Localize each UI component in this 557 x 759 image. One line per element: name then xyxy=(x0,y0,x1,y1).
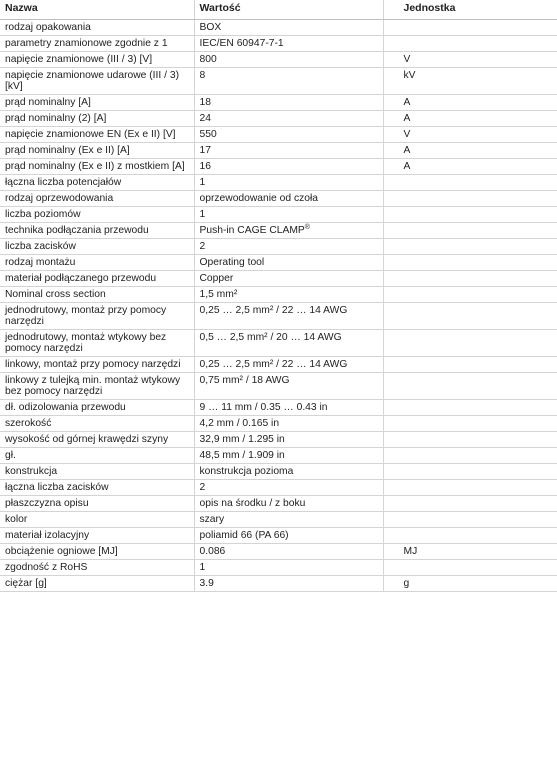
cell-value xyxy=(194,576,383,592)
cell-unit: kV xyxy=(383,68,557,95)
cell-unit xyxy=(383,357,557,373)
cell-name: ciężar [g] xyxy=(0,576,194,592)
cell-unit xyxy=(383,207,557,223)
table-row xyxy=(0,400,557,416)
table-row xyxy=(0,95,557,111)
cell-value-text: konstrukcja pozioma xyxy=(199,466,294,477)
header-row xyxy=(0,0,557,20)
cell-value xyxy=(194,159,383,175)
table-row xyxy=(0,52,557,68)
cell-value xyxy=(194,400,383,416)
cell-name: linkowy z tulejką min. montaż wtykowy bez pomocy narzędzi xyxy=(0,373,194,400)
cell-unit: A xyxy=(383,111,557,127)
cell-value-text: 32,9 mm / 1.295 in xyxy=(199,434,285,445)
cell-value-text: poliamid 66 (PA 66) xyxy=(199,530,289,541)
cell-unit: A xyxy=(383,143,557,159)
cell-value xyxy=(194,271,383,287)
cell-value-text: Operating tool xyxy=(199,257,265,268)
table-row xyxy=(0,512,557,528)
cell-name: materiał izolacyjny xyxy=(0,528,194,544)
cell-value xyxy=(194,416,383,432)
cell-unit xyxy=(383,373,557,400)
cell-unit xyxy=(383,303,557,330)
table-row xyxy=(0,303,557,330)
table-row xyxy=(0,576,557,592)
cell-unit xyxy=(383,432,557,448)
cell-value xyxy=(194,432,383,448)
cell-value-text: Copper xyxy=(199,273,234,284)
table-row xyxy=(0,373,557,400)
cell-value xyxy=(194,36,383,52)
cell-value-text: 3.9 xyxy=(199,578,214,589)
cell-name: technika podłączania przewodu xyxy=(0,223,194,239)
cell-value xyxy=(194,239,383,255)
cell-unit xyxy=(383,512,557,528)
cell-value-text: oprzewodowanie od czoła xyxy=(199,193,318,204)
cell-unit: A xyxy=(383,159,557,175)
cell-unit xyxy=(383,175,557,191)
cell-name: prąd nominalny (2) [A] xyxy=(0,111,194,127)
cell-name: jednodrutowy, montaż przy pomocy narzędzi xyxy=(0,303,194,330)
cell-name: liczba poziomów xyxy=(0,207,194,223)
cell-name: napięcie znamionowe (III / 3) [V] xyxy=(0,52,194,68)
cell-name: zgodność z RoHS xyxy=(0,560,194,576)
cell-name: dł. odizolowania przewodu xyxy=(0,400,194,416)
cell-value xyxy=(194,480,383,496)
cell-value xyxy=(194,68,383,95)
cell-value xyxy=(194,127,383,143)
cell-value xyxy=(194,357,383,373)
cell-value-text: 24 xyxy=(199,113,211,124)
cell-value-text: 0,25 … 2,5 mm² / 22 … 14 AWG xyxy=(199,359,348,370)
header-value: Wartość xyxy=(194,0,383,20)
cell-name: linkowy, montaż przy pomocy narzędzi xyxy=(0,357,194,373)
cell-value xyxy=(194,528,383,544)
cell-value-text: 550 xyxy=(199,129,217,140)
cell-value xyxy=(194,373,383,400)
table-row xyxy=(0,207,557,223)
table-row xyxy=(0,287,557,303)
cell-value-text: 18 xyxy=(199,97,211,108)
cell-value xyxy=(194,143,383,159)
table-row xyxy=(0,68,557,95)
cell-unit xyxy=(383,448,557,464)
cell-name: materiał podłączanego przewodu xyxy=(0,271,194,287)
cell-value-text: 8 xyxy=(199,70,206,81)
cell-value-text: 1 xyxy=(199,209,206,220)
registered-mark: ® xyxy=(304,224,310,231)
table-row xyxy=(0,496,557,512)
table-row xyxy=(0,143,557,159)
cell-value-text: szary xyxy=(199,514,225,525)
table-row xyxy=(0,560,557,576)
cell-value-text: 48,5 mm / 1.909 in xyxy=(199,450,285,461)
table-row xyxy=(0,330,557,357)
cell-value xyxy=(194,560,383,576)
cell-name: rodzaj montażu xyxy=(0,255,194,271)
table-row xyxy=(0,255,557,271)
cell-unit xyxy=(383,239,557,255)
cell-value-text: Push-in CAGE CLAMP xyxy=(199,225,305,236)
cell-value xyxy=(194,223,383,239)
table-row xyxy=(0,271,557,287)
cell-value-text: 800 xyxy=(199,54,217,65)
cell-name: płaszczyzna opisu xyxy=(0,496,194,512)
cell-name: prąd nominalny (Ex e II) [A] xyxy=(0,143,194,159)
table-row xyxy=(0,36,557,52)
table-row xyxy=(0,448,557,464)
table-row xyxy=(0,111,557,127)
cell-value-text: 0,25 … 2,5 mm² / 22 … 14 AWG xyxy=(199,305,348,316)
cell-name: kolor xyxy=(0,512,194,528)
cell-name: rodzaj opakowania xyxy=(0,20,194,36)
cell-value-text: 2 xyxy=(199,482,206,493)
cell-value xyxy=(194,303,383,330)
cell-unit xyxy=(383,496,557,512)
cell-name: konstrukcja xyxy=(0,464,194,480)
cell-name: prąd nominalny (Ex e II) z mostkiem [A] xyxy=(0,159,194,175)
cell-value-text: 2 xyxy=(199,241,206,252)
cell-value xyxy=(194,464,383,480)
header-name: Nazwa xyxy=(0,0,194,20)
table-row xyxy=(0,528,557,544)
cell-name: liczba zacisków xyxy=(0,239,194,255)
cell-value xyxy=(194,544,383,560)
cell-value xyxy=(194,448,383,464)
table-row xyxy=(0,127,557,143)
table-row xyxy=(0,480,557,496)
cell-value-text: 1,5 mm² xyxy=(199,289,238,300)
cell-value-text: 0,75 mm² / 18 AWG xyxy=(199,375,290,386)
cell-value xyxy=(194,191,383,207)
cell-value xyxy=(194,95,383,111)
cell-value xyxy=(194,111,383,127)
cell-unit: V xyxy=(383,127,557,143)
cell-name: Nominal cross section xyxy=(0,287,194,303)
cell-name: parametry znamionowe zgodnie z 1 xyxy=(0,36,194,52)
cell-name: prąd nominalny [A] xyxy=(0,95,194,111)
table-row xyxy=(0,432,557,448)
cell-name: szerokość xyxy=(0,416,194,432)
table-body xyxy=(0,20,557,592)
cell-unit xyxy=(383,560,557,576)
cell-unit xyxy=(383,416,557,432)
cell-unit xyxy=(383,464,557,480)
cell-name: rodzaj oprzewodowania xyxy=(0,191,194,207)
cell-value-text: 1 xyxy=(199,177,206,188)
cell-unit xyxy=(383,191,557,207)
cell-unit: V xyxy=(383,52,557,68)
table-row xyxy=(0,159,557,175)
cell-value xyxy=(194,512,383,528)
cell-value xyxy=(194,175,383,191)
cell-unit xyxy=(383,223,557,239)
cell-value-text: 0.086 xyxy=(199,546,226,557)
cell-name: gł. xyxy=(0,448,194,464)
table-row xyxy=(0,223,557,239)
cell-unit: A xyxy=(383,95,557,111)
cell-value xyxy=(194,207,383,223)
table-row xyxy=(0,239,557,255)
cell-name: napięcie znamionowe udarowe (III / 3) [kV] xyxy=(0,68,194,95)
cell-value-text: 4,2 mm / 0.165 in xyxy=(199,418,280,429)
table-row xyxy=(0,357,557,373)
header-unit: Jednostka xyxy=(383,0,557,20)
cell-unit xyxy=(383,480,557,496)
cell-unit xyxy=(383,528,557,544)
cell-value xyxy=(194,496,383,512)
cell-unit xyxy=(383,20,557,36)
cell-value-text: IEC/EN 60947-7-1 xyxy=(199,38,284,49)
cell-unit: MJ xyxy=(383,544,557,560)
cell-value xyxy=(194,52,383,68)
table-row xyxy=(0,175,557,191)
cell-value-text: 17 xyxy=(199,145,211,156)
cell-unit xyxy=(383,255,557,271)
cell-value-text: 0,5 … 2,5 mm² / 20 … 14 AWG xyxy=(199,332,342,343)
cell-unit xyxy=(383,330,557,357)
cell-value xyxy=(194,287,383,303)
cell-name: łączna liczba potencjałów xyxy=(0,175,194,191)
table-row xyxy=(0,544,557,560)
cell-value-text: 1 xyxy=(199,562,206,573)
cell-name: jednodrutowy, montaż wtykowy bez pomocy narzędzi xyxy=(0,330,194,357)
table-row xyxy=(0,416,557,432)
cell-value-text: 9 … 11 mm / 0.35 … 0.43 in xyxy=(199,402,328,413)
table-row xyxy=(0,20,557,36)
cell-unit xyxy=(383,36,557,52)
cell-unit xyxy=(383,400,557,416)
cell-value-text: 16 xyxy=(199,161,211,172)
cell-value xyxy=(194,20,383,36)
table-row xyxy=(0,191,557,207)
cell-value xyxy=(194,330,383,357)
cell-value-text: opis na środku / z boku xyxy=(199,498,306,509)
cell-name: łączna liczba zacisków xyxy=(0,480,194,496)
cell-unit: g xyxy=(383,576,557,592)
cell-unit xyxy=(383,271,557,287)
cell-name: napięcie znamionowe EN (Ex e II) [V] xyxy=(0,127,194,143)
cell-value-text: BOX xyxy=(199,22,222,33)
cell-value xyxy=(194,255,383,271)
cell-unit xyxy=(383,287,557,303)
cell-name: obciążenie ogniowe [MJ] xyxy=(0,544,194,560)
table-row xyxy=(0,464,557,480)
cell-name: wysokość od górnej krawędzi szyny xyxy=(0,432,194,448)
